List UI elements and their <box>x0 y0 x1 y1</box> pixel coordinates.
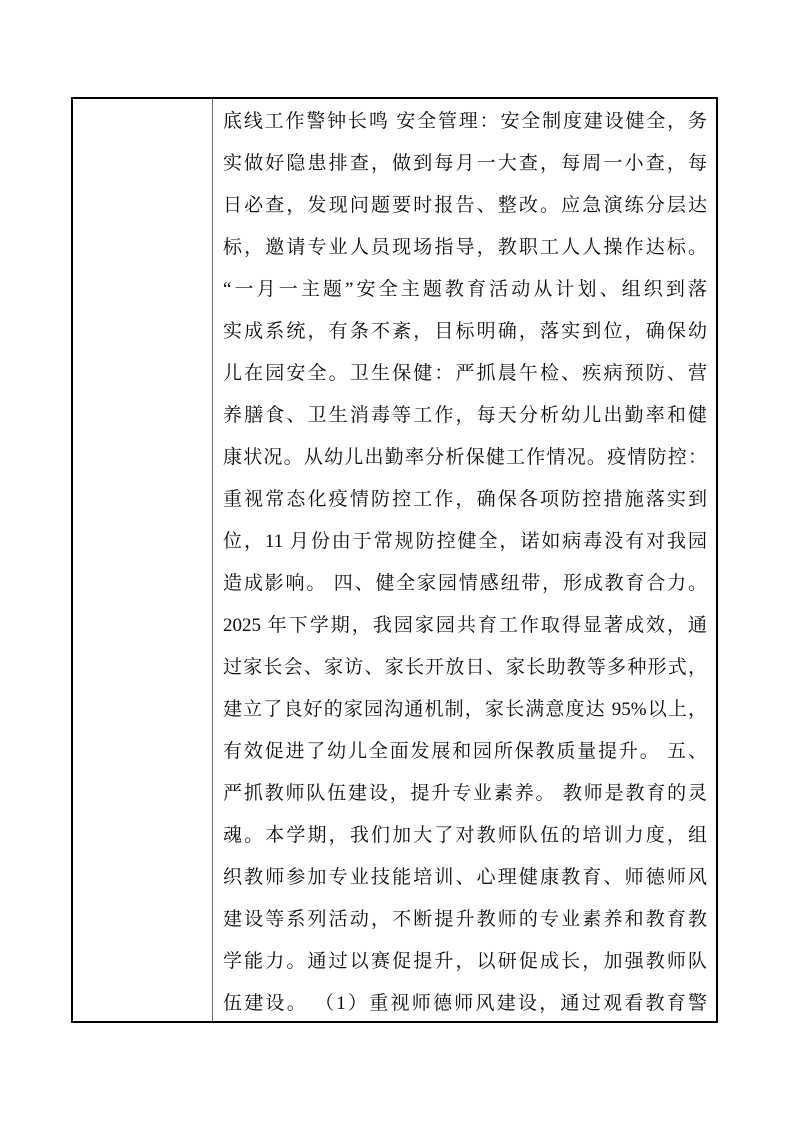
document-table <box>71 97 718 1023</box>
text-line: 织教师参加专业技能培训、心理健康教育、师德师风 <box>223 867 707 888</box>
text-line: 重视常态化疫情防控工作，确保各项防控措施落实到 <box>223 489 707 510</box>
text-line: 有效促进了幼儿全面发展和园所保教质量提升。 五、 <box>223 741 707 762</box>
text-line: 建立了良好的家园沟通机制，家长满意度达 95%以上， <box>223 699 707 720</box>
text-line: 2025 年下学期，我园家园共育工作取得显著成效，通 <box>223 615 707 636</box>
text-line: 实做好隐患排查，做到每月一大查，每周一小查，每 <box>223 153 707 174</box>
text-line: 严抓教师队伍建设，提升专业素养。 教师是教育的灵 <box>223 783 707 804</box>
text-line: 日必查，发现问题要时报告、整改。应急演练分层达 <box>223 195 707 216</box>
text-line: 伍建设。 （1）重视师德师风建设，通过观看教育警 <box>223 993 707 1014</box>
text-line: 底线工作警钟长鸣 安全管理：安全制度建设健全，务 <box>223 111 707 132</box>
table-label-cell <box>73 99 213 1021</box>
text-line: 标，邀请专业人员现场指导，教职工人人操作达标。 <box>223 237 707 258</box>
text-line: 魂。本学期，我们加大了对教师队伍的培训力度，组 <box>223 825 707 846</box>
text-line: 养膳食、卫生消毒等工作，每天分析幼儿出勤率和健 <box>223 405 707 426</box>
text-line: “一月一主题”安全主题教育活动从计划、组织到落 <box>223 279 707 300</box>
text-line: 学能力。通过以赛促提升，以研促成长，加强教师队 <box>223 951 707 972</box>
text-line: 造成影响。 四、健全家园情感纽带，形成教育合力。 <box>223 573 707 594</box>
text-line: 实成系统，有条不紊，目标明确，落实到位，确保幼 <box>223 321 707 342</box>
text-line: 过家长会、家访、家长开放日、家长助教等多种形式， <box>223 657 707 678</box>
text-line: 建设等系列活动，不断提升教师的专业素养和教育教 <box>223 909 707 930</box>
text-line: 康状况。从幼儿出勤率分析保健工作情况。疫情防控： <box>223 447 707 468</box>
text-line: 位，11 月份由于常规防控健全，诺如病毒没有对我园 <box>223 531 707 552</box>
text-line: 儿在园安全。卫生保健：严抓晨午检、疾病预防、营 <box>223 363 707 384</box>
table-content-cell <box>213 99 716 1021</box>
